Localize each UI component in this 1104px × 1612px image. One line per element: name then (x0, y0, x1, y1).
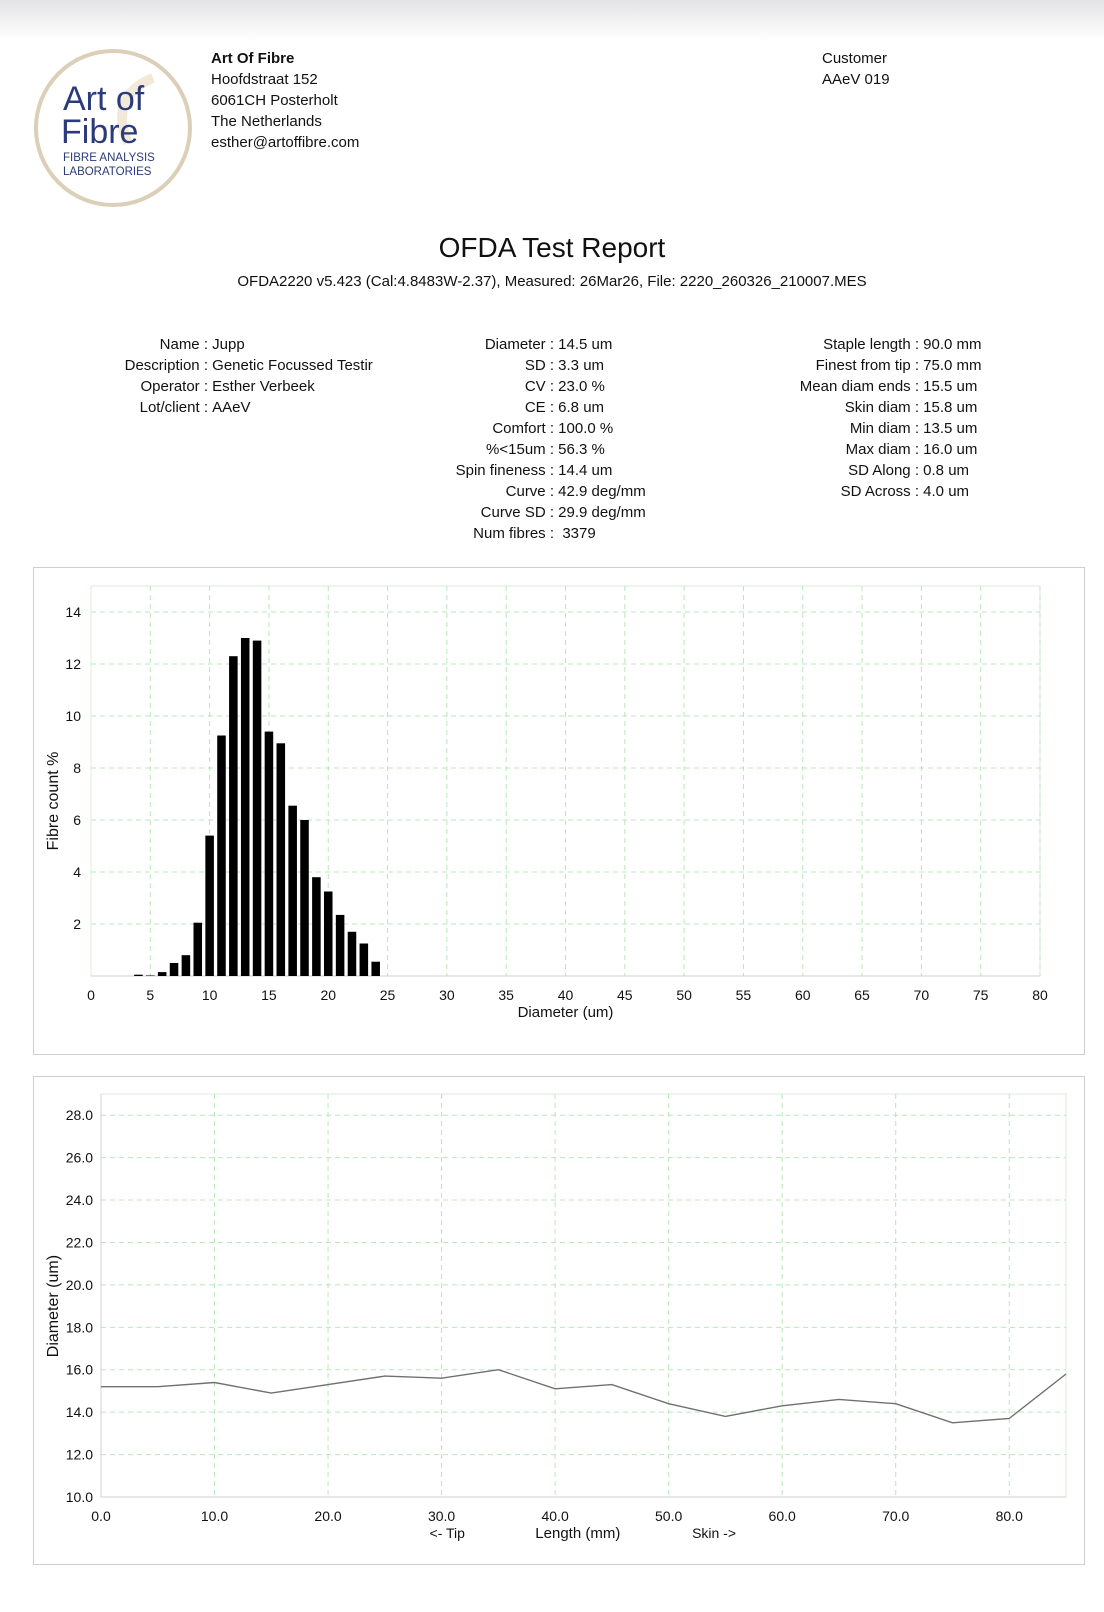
top-shade (0, 0, 1104, 40)
y-tick-label: 14 (65, 604, 81, 620)
y-tick-label: 10 (65, 708, 81, 724)
param-row (100, 355, 373, 376)
param-label: Mean diam ends : (799, 378, 919, 395)
histogram-bar (300, 820, 309, 976)
y-tick-label: 14.0 (65, 1404, 93, 1421)
param-label: CE : (524, 399, 554, 416)
param-row (430, 334, 646, 355)
param-row (430, 460, 646, 481)
customer-label: Customer (822, 50, 888, 67)
param-value: 29.9 deg/mm (558, 504, 646, 521)
param-value: AAeV (212, 399, 251, 416)
customer-block (822, 48, 890, 90)
svg-text:FIBRE ANALYSIS: FIBRE ANALYSIS (63, 152, 155, 164)
histogram-bar (158, 972, 167, 976)
diameter-profile-chart (34, 1077, 1084, 1564)
param-value: 4.0 um (923, 483, 970, 500)
x-tick-label: 20.0 (314, 1508, 342, 1524)
svg-text:LABORATORIES: LABORATORIES (63, 166, 152, 178)
y-tick-label: 10.0 (65, 1489, 93, 1505)
histogram-bar (217, 736, 226, 977)
param-label: Lot/client : (139, 399, 208, 416)
x-tick-label: 20 (320, 987, 337, 1003)
param-row (760, 355, 982, 376)
param-row (430, 439, 646, 460)
param-label: Diameter : (484, 336, 554, 353)
param-row (430, 481, 646, 502)
x-tick-label: 40 (557, 987, 574, 1003)
x-axis-title: Diameter (um) (517, 1004, 614, 1021)
histogram-bar (277, 743, 286, 976)
histogram-bar (193, 923, 202, 976)
report-subtitle: OFDA2220 v5.423 (Cal:4.8483W-2.37), Measured: 26Mar26, File: 2220_260326_210007.MES (237, 273, 867, 290)
x-tick-label: 15 (261, 987, 277, 1003)
param-label: Description : (124, 357, 208, 374)
param-value: 16.0 um (923, 441, 978, 458)
histogram-bar (324, 892, 333, 977)
param-label: SD : (524, 357, 554, 374)
company-address (211, 48, 359, 153)
param-label: CV : (524, 378, 554, 395)
histogram-bar (205, 836, 214, 976)
param-row (100, 376, 373, 397)
histogram-bar (371, 962, 380, 976)
param-value: 0.8 um (923, 462, 970, 479)
param-label: SD Along : (848, 462, 919, 479)
company-name: Art Of Fibre (211, 50, 295, 67)
histogram-bar (253, 641, 262, 976)
param-row (100, 397, 373, 418)
histogram-bar (170, 963, 179, 976)
param-label: Curve : (505, 483, 554, 500)
param-row (430, 418, 646, 439)
x-tick-label: 50.0 (655, 1508, 683, 1524)
histogram-bar (360, 944, 369, 977)
x-tick-label: 70.0 (882, 1508, 910, 1524)
param-value: 15.5 um (923, 378, 978, 395)
param-value: 75.0 mm (923, 357, 982, 374)
svg-text:Art of: Art of (63, 80, 145, 118)
param-row (430, 397, 646, 418)
param-row (100, 334, 373, 355)
histogram-bar (146, 975, 155, 976)
y-tick-label: 24.0 (65, 1192, 93, 1209)
address-line: 6061CH Posterholt (211, 92, 338, 109)
plot-area (101, 1094, 1066, 1497)
x-tick-label: 80.0 (995, 1508, 1023, 1524)
param-row (430, 523, 646, 544)
histogram-bar (348, 932, 357, 976)
y-tick-label: 12 (65, 656, 81, 672)
histogram-bar (336, 915, 345, 976)
param-label: Spin fineness : (455, 462, 554, 479)
x-tick-label: 75 (972, 987, 989, 1003)
param-value: 14.5 um (558, 336, 613, 353)
param-value: 100.0 % (558, 420, 614, 437)
param-row (760, 418, 982, 439)
param-label: SD Across : (840, 483, 919, 500)
param-value: Genetic Focussed Testir (212, 357, 373, 374)
diameter-histogram-panel (33, 567, 1085, 1055)
x-tick-label: 10.0 (200, 1508, 229, 1524)
param-row (430, 355, 646, 376)
param-label: Curve SD : (480, 504, 554, 521)
measurement-info (430, 334, 646, 544)
y-tick-label: 12.0 (65, 1446, 93, 1463)
param-value: 23.0 % (558, 378, 605, 395)
param-value: 6.8 um (558, 399, 605, 416)
param-row (760, 439, 982, 460)
address-line: Hoofdstraat 152 (211, 71, 318, 88)
param-row (760, 460, 982, 481)
svg-text:Fibre: Fibre (61, 113, 139, 151)
param-row (430, 376, 646, 397)
x-tick-label: 40.0 (541, 1508, 569, 1524)
param-label: Name : (159, 336, 208, 353)
x-tick-label: 45 (617, 987, 633, 1003)
y-tick-label: 18.0 (65, 1319, 93, 1336)
company-email: esther@artoffibre.com (211, 134, 360, 151)
param-label: Max diam : (845, 441, 919, 458)
param-value: 90.0 mm (923, 336, 982, 353)
x-tick-label: 30 (439, 987, 455, 1003)
y-tick-label: 22.0 (65, 1234, 93, 1251)
y-tick-label: 6 (73, 812, 81, 828)
param-label: Num fibres : (473, 525, 554, 542)
param-row (760, 481, 982, 502)
x-tick-label: 0.0 (91, 1508, 111, 1524)
histogram-bar (312, 877, 321, 976)
x-tick-label: 60 (794, 987, 811, 1003)
param-row (760, 376, 982, 397)
histogram-bar (182, 955, 191, 976)
histogram-bar (134, 975, 143, 976)
diameter-profile-panel (33, 1076, 1085, 1565)
param-value: 13.5 um (923, 420, 978, 437)
address-country: The Netherlands (211, 113, 322, 130)
histogram-bar (229, 656, 238, 976)
param-value: 3379 (558, 525, 596, 542)
x-tick-label: 55 (735, 987, 752, 1003)
y-tick-label: 26.0 (65, 1149, 93, 1166)
diameter-histogram-chart (34, 568, 1084, 1054)
param-label: Comfort : (492, 420, 554, 437)
param-value: 56.3 % (558, 441, 605, 458)
staple-info (760, 334, 982, 502)
param-value: Esther Verbeek (212, 378, 315, 395)
y-tick-label: 4 (73, 864, 81, 880)
y-tick-label: 20.0 (65, 1276, 93, 1293)
art-of-fibre-logo (33, 48, 193, 208)
x-tick-label: 50 (676, 987, 692, 1003)
param-row (760, 397, 982, 418)
x-tick-label: 35 (498, 987, 514, 1003)
y-axis-title: Fibre count % (45, 751, 62, 851)
diameter-profile-line (101, 1370, 1066, 1423)
param-value: 3.3 um (558, 357, 605, 374)
param-value: 15.8 um (923, 399, 978, 416)
param-label: Skin diam : (844, 399, 919, 416)
y-tick-label: 16.0 (65, 1361, 93, 1378)
histogram-bar (288, 806, 297, 976)
y-tick-label: 28.0 (65, 1107, 93, 1124)
param-label: Min diam : (849, 420, 919, 437)
param-label: Finest from tip : (815, 357, 919, 374)
y-axis-title: Diameter (um) (45, 1254, 62, 1358)
param-label: %<15um : (486, 441, 554, 458)
x-axis-title: Length (mm) (535, 1525, 621, 1542)
y-tick-label: 8 (73, 760, 81, 776)
customer-id: AAeV 019 (822, 71, 890, 88)
histogram-bar (241, 638, 250, 976)
x-tick-label: 80 (1032, 987, 1048, 1003)
x-tick-label: 30.0 (427, 1508, 456, 1524)
histogram-bar (265, 732, 274, 976)
param-label: Operator : (140, 378, 208, 395)
param-value: Jupp (212, 336, 245, 353)
param-value: 14.4 um (558, 462, 613, 479)
param-row (760, 334, 982, 355)
param-label: Staple length : (823, 336, 919, 353)
x-tick-label: 0 (87, 987, 95, 1003)
x-tick-label: 25 (379, 987, 396, 1003)
param-value: 42.9 deg/mm (558, 483, 646, 500)
x-tick-label: 65 (854, 987, 870, 1003)
report-title: OFDA Test Report (438, 232, 666, 263)
x-tick-label: 5 (146, 987, 155, 1003)
param-row (430, 502, 646, 523)
sample-info (100, 334, 373, 418)
y-tick-label: 2 (73, 916, 81, 932)
skin-annotation: Skin -> (692, 1525, 737, 1541)
x-tick-label: 70 (913, 987, 930, 1003)
tip-annotation: <- Tip (429, 1525, 465, 1541)
x-tick-label: 10 (201, 987, 218, 1003)
x-tick-label: 60.0 (768, 1508, 796, 1524)
